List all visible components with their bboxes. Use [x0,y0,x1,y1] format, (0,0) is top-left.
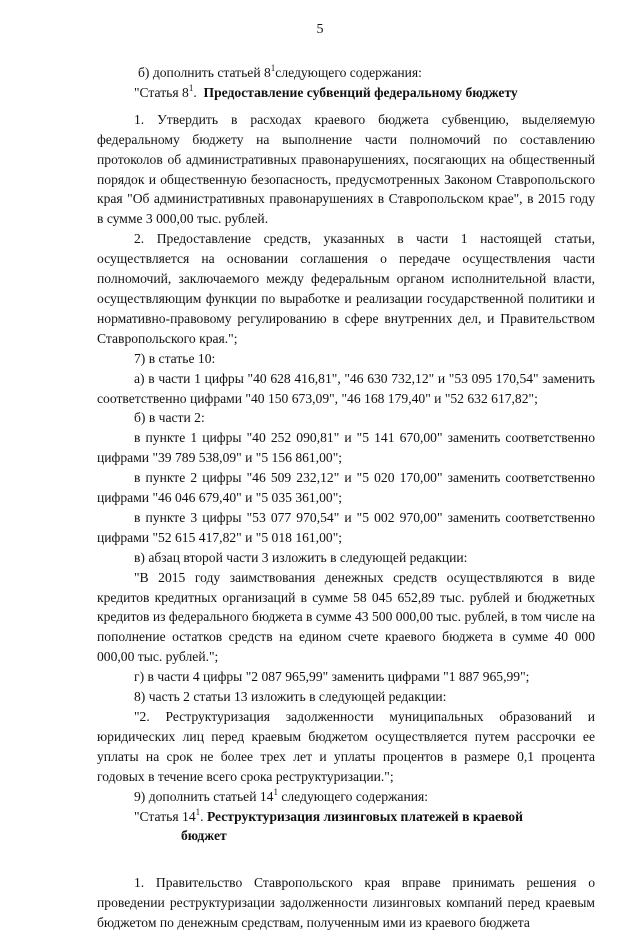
paragraph-borrowing: "В 2015 году заимствования денежных средств осуществляются в виде кредитов кредитных организаций в сумме 58 045 652,89 тыс. рублей и бюджетных кредитов из федерального бюджета в сумме 43 500 000,00 тыс. рублей, в том числе на пополнение остатков средств на едином счете краевого бюджета в сумме 40 000 000,00 тыс. рублей."; [97,569,595,665]
article-8-1-title: Предоставление субвенций федеральному бюджету [203,84,518,100]
paragraph-part-3: в) абзац второй части 3 изложить в следующей редакции: [134,549,468,565]
paragraph-amend-14-1: 9) дополнить статьей $14^1$ следующего содержания: [134,786,429,804]
article-14-1-heading: "Статья $14^1$. Реструктуризация лизинговых платежей в краевой бюджет [97,807,595,847]
paragraph-part-2: б) в части 2: [134,410,205,426]
paragraph-point-1: в пункте 1 цифры "40 252 090,81" и "5 141 670,00" заменить соответственно цифрами "39 789 538,09" и "5 156 861,00"; [97,430,595,466]
paragraph-subvention-1: 1. Утвердить в расходах краевого бюджета субвенцию, выделяемую федеральному бюджету на выполнение части полномочий по составлению протоколов об административных правонарушениях, посягающих на общественный порядок и общественную безопасность, предусмотренных Законом Ставропольского края "Об административных правонарушениях в Ставропольском крае", в 2015 году в сумме 3 000,00 тыс. рублей. [97,111,595,227]
paragraph-subvention-2: 2. Предоставление средств, указанных в части 1 настоящей статьи, осуществляется на основании соглашения о передаче осуществления части полномочий, заключаемого между федеральным органом исполнительной власти, осуществляющим функции по выработке и реализации государственной политики и нормативно-правовому регулированию в сфере внутренних дел, и Правительством Ставропольского края."; [97,231,595,346]
article-8-1-heading: "Статья $8^1$. Предоставление субвенций федеральному бюджету [134,82,518,100]
paragraph-part-4: г) в части 4 цифры "2 087 965,99" заменить цифрами "1 887 965,99"; [134,669,530,685]
article-14-1-title: Реструктуризация лизинговых платежей в краевой [206,808,523,824]
article-14-1-title-cont: бюджет [181,828,227,844]
paragraph-leasing-1: 1. Правительство Ставропольского края вправе принимать решения о проведении реструктуризации задолженности лизинговых компаний перед краевым бюджетом по денежным средствам, полученным ими из краевого бюджета [97,875,595,931]
paragraph-amend-8-1: б) дополнить статьей $8^1следующего$ содержания: [138,63,422,80]
paragraph-restructuring: "2. Реструктуризация задолженности муниципальных образований и юридических лиц перед краевым бюджетом осуществляется путем рассрочки ее уплаты на срок не более трех лет и уплаты процентов в размере 0,1 процента годовых в течение всего срока реструктуризации."; [97,709,595,784]
paragraph-point-3: в пункте 3 цифры "53 077 970,54" и "5 002 970,00" заменить соответственно цифрами "52 615 417,82" и "5 018 161,00"; [97,509,595,545]
document-body [97,63,595,933]
paragraph-part-1: а) в части 1 цифры "40 628 416,81", "46 630 732,12" и "53 095 170,54" заменить соответственно цифрами "40 150 673,09", "46 168 179,40" и "52 632 617,82"; [97,370,595,406]
paragraph-point-2: в пункте 2 цифры "46 509 232,12" и "5 020 170,00" заменить соответственно цифрами "46 046 679,40" и "5 035 361,00"; [97,470,595,506]
paragraph-article-10: 7) в статье 10: [134,350,216,366]
page-number: 5 [316,22,324,37]
paragraph-article-13: 8) часть 2 статьи 13 изложить в следующей редакции: [134,689,447,705]
